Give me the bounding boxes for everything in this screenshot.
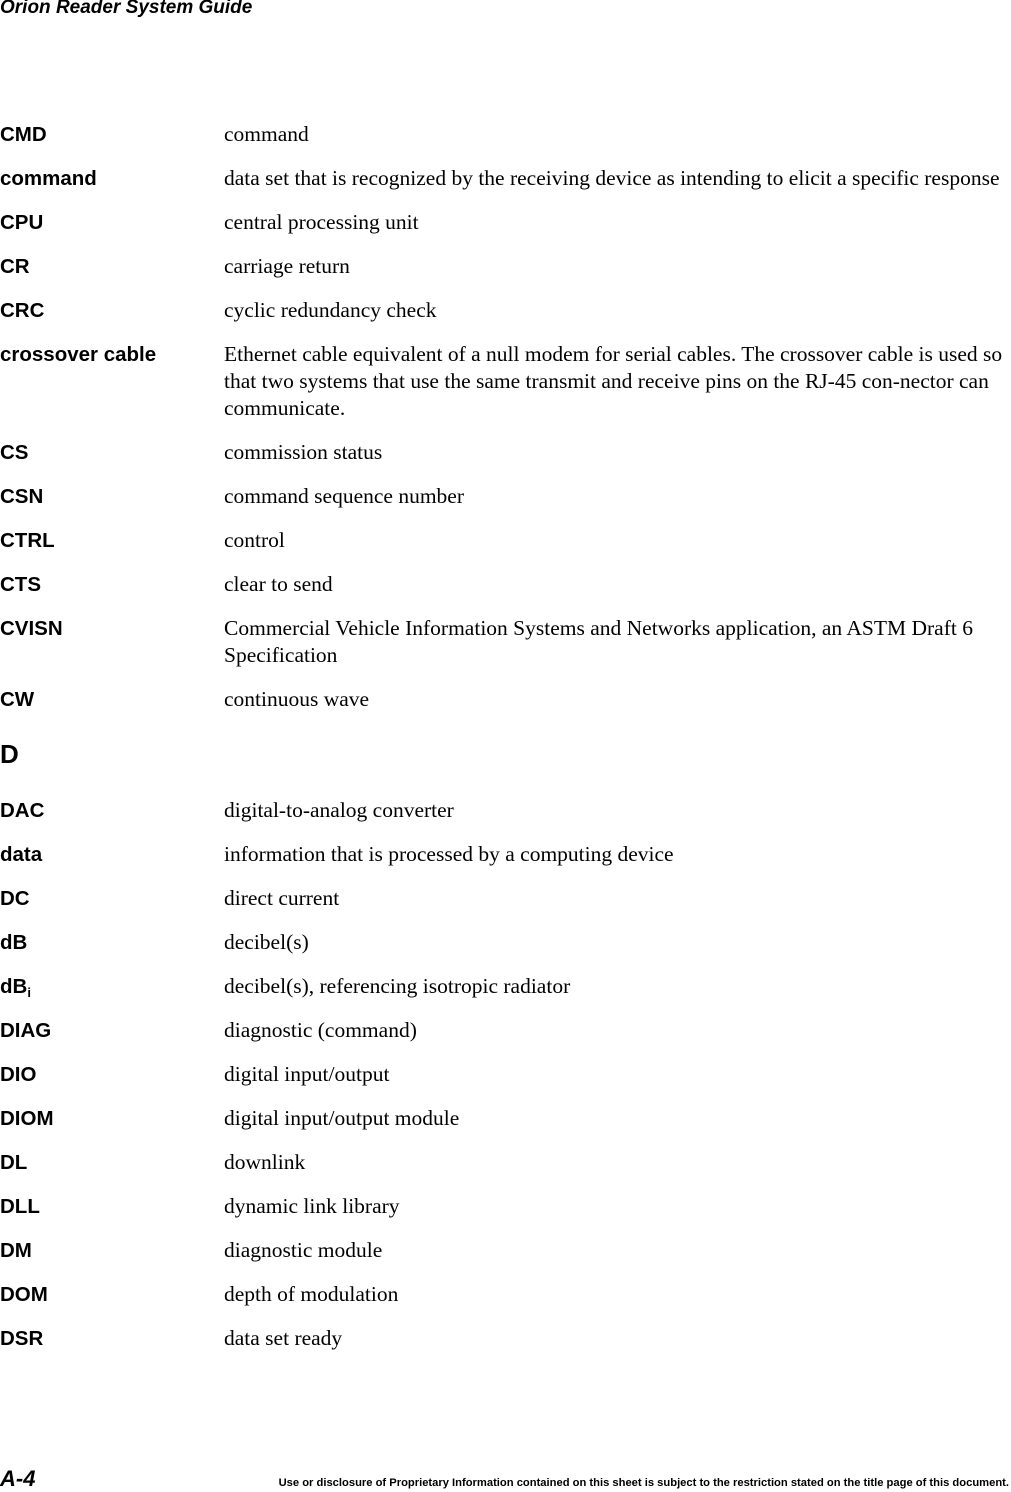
- glossary-term: CPU: [0, 211, 44, 234]
- glossary-term: command: [0, 167, 97, 190]
- glossary-term-text: dB: [0, 975, 28, 998]
- glossary-definition: decibel(s): [224, 930, 309, 954]
- glossary-entry: [0, 1149, 1011, 1176]
- glossary-entry: [0, 1105, 1011, 1132]
- glossary-entry: [0, 483, 1011, 510]
- glossary-entry: [0, 973, 1011, 1000]
- glossary-term: crossover cable: [0, 343, 157, 366]
- glossary-entry: [0, 686, 1011, 713]
- page-number: A-4: [0, 1466, 36, 1491]
- glossary-term: DOM: [0, 1283, 48, 1306]
- glossary-definition: control: [224, 528, 285, 552]
- glossary-definition: Commercial Vehicle Information Systems and Networks application, an ASTM Draft 6 Specification: [224, 616, 973, 667]
- glossary-entry: [0, 165, 1011, 192]
- glossary-term: CRC: [0, 299, 45, 322]
- glossary-group-c: [0, 121, 1011, 713]
- glossary-term: CS: [0, 441, 29, 464]
- glossary-entry: [0, 885, 1011, 912]
- glossary-definition: central processing unit: [224, 210, 419, 234]
- glossary-entry: [0, 527, 1011, 554]
- glossary-term: CTRL: [0, 529, 55, 552]
- glossary-entry: [0, 439, 1011, 466]
- glossary-entry: [0, 571, 1011, 598]
- section-heading-d: D: [0, 739, 19, 769]
- glossary-definition: dynamic link library: [224, 1194, 400, 1218]
- glossary-entry: [0, 297, 1011, 324]
- glossary-definition: command: [224, 122, 309, 146]
- glossary-term: DIO: [0, 1063, 37, 1086]
- glossary-definition: cyclic redundancy check: [224, 298, 437, 322]
- glossary-term: CR: [0, 255, 30, 278]
- glossary-term: DIAG: [0, 1019, 52, 1042]
- glossary-definition: commission status: [224, 440, 383, 464]
- glossary-entry: [0, 615, 1011, 669]
- glossary-term: DIOM: [0, 1107, 54, 1130]
- running-header: Orion Reader System Guide: [0, 0, 253, 18]
- glossary-term-subscript: i: [27, 985, 31, 1000]
- glossary-definition: diagnostic module: [224, 1238, 383, 1262]
- page-footer: [0, 1466, 1011, 1492]
- glossary-term: DM: [0, 1239, 32, 1262]
- glossary-definition: carriage return: [224, 254, 350, 278]
- glossary-term: DLL: [0, 1195, 40, 1218]
- glossary-definition: decibel(s), referencing isotropic radiator: [224, 974, 571, 998]
- glossary-definition: data set that is recognized by the receiving device as intending to elicit a specific response: [224, 166, 1000, 190]
- glossary-entry: [0, 341, 1011, 422]
- glossary-term: CVISN: [0, 617, 63, 640]
- glossary-term: CTS: [0, 573, 41, 596]
- glossary-definition: continuous wave: [224, 687, 370, 711]
- glossary-entry: [0, 1193, 1011, 1220]
- glossary-term: CMD: [0, 123, 47, 146]
- glossary-definition: Ethernet cable equivalent of a null modem for serial cables. The crossover cable is used so that two systems that use the same transmit and receive pins on the RJ-45 con-nector can communicate.: [224, 342, 1003, 420]
- glossary-group-d: [0, 797, 1011, 1352]
- glossary-term: DL: [0, 1151, 28, 1174]
- glossary-term: CW: [0, 688, 35, 711]
- glossary-definition: downlink: [224, 1150, 306, 1174]
- glossary-term: [0, 973, 224, 1000]
- glossary-entry: [0, 121, 1011, 148]
- glossary-term: DAC: [0, 799, 45, 822]
- glossary-definition: direct current: [224, 886, 340, 910]
- glossary-list: [0, 121, 1011, 1369]
- glossary-entry: [0, 841, 1011, 868]
- glossary-definition: information that is processed by a computing device: [224, 842, 674, 866]
- glossary-entry: [0, 1325, 1011, 1352]
- glossary-term: DC: [0, 887, 30, 910]
- glossary-definition: digital input/output module: [224, 1106, 460, 1130]
- glossary-term: dB: [0, 931, 28, 954]
- glossary-entry: [0, 1281, 1011, 1308]
- glossary-definition: digital-to-analog converter: [224, 798, 454, 822]
- glossary-entry: [0, 209, 1011, 236]
- glossary-definition: digital input/output: [224, 1062, 390, 1086]
- glossary-definition: command sequence number: [224, 484, 464, 508]
- proprietary-notice: Use or disclosure of Proprietary Information contained on this sheet is subject to the restriction stated on the title page of this document.: [278, 1477, 1009, 1489]
- glossary-entry: [0, 929, 1011, 956]
- glossary-entry: [0, 1061, 1011, 1088]
- glossary-entry: [0, 1017, 1011, 1044]
- glossary-definition: depth of modulation: [224, 1282, 399, 1306]
- glossary-definition: clear to send: [224, 572, 333, 596]
- glossary-definition: diagnostic (command): [224, 1018, 417, 1042]
- glossary-entry: [0, 1237, 1011, 1264]
- glossary-entry: [0, 797, 1011, 824]
- glossary-term: DSR: [0, 1327, 44, 1350]
- glossary-entry: [0, 253, 1011, 280]
- glossary-definition: data set ready: [224, 1326, 343, 1350]
- glossary-term: data: [0, 843, 43, 866]
- glossary-term: CSN: [0, 485, 44, 508]
